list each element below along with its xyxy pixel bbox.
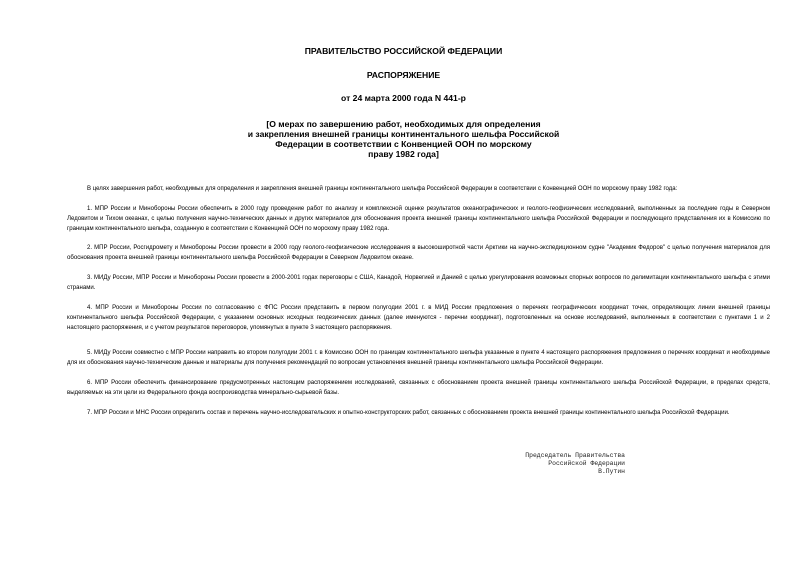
paragraph-3: 3. МИДу России, МПР России и Минобороны России провести в 2000-2001 годах переговоры с США, Канадой, Норвегией и Данией с целью урегулирования возможных спорных вопросов по делимитации континентального шельфа с этими странами. [67,275,770,291]
title-line: и закрепления внешней границы континентального шельфа Российской [247,129,560,139]
signature-country: Российской Федерации [548,460,625,467]
paragraph-2: 2. МПР России, Росгидромету и Минобороны России провести в 2000 году геолого-геофизические исследования в высокоширотной части Арктики на научно-экспедиционном судне "Академик Федоров" с целью получения материалов для обоснования проекта внешней границы континентального шельфа Российской Федерации в Северном Ледовитом океане. [67,245,770,261]
intro-paragraph: В целях завершения работ, необходимых для определения и закрепления внешней границы континентального шельфа Российской Федерации в соответствии с Конвенцией ООН по морскому праву 1982 года: [87,186,678,192]
paragraph-5: 5. МИДу России совместно с МПР России направить во втором полугодии 2001 г. в Комиссию ООН по границам континентального шельфа указанные в пункте 4 настоящего распоряжения предложения о перечнях координат и необходимые для их обоснования научно-технические данные и материалы для получения рекомендаций по вопросам установления внешней границы континентального шельфа Российской Федерации. [67,350,770,366]
paragraph-4: 4. МПР России и Минобороны России по согласованию с ФПС России представить в первом полугодии 2001 г. в МИД России предложения о перечнях географических координат точек, определяющих линии внешней границы континентального шельфа Российской Федерации, с указанием основных исходных геодезических данных (далее именуются - перечни координат), подготовленных на основе исследований, выполненных в соответствии с пунктами 1 и 2 настоящего распоряжения, и с учетом результатов переговоров, упомянутых в пункте 3 настоящего распоряжения. [67,305,770,331]
paragraph-7: 7. МПР России и МНС России определить состав и перечень научно-исследовательских и опытно-конструкторских работ, связанных с обоснованием проекта внешней границы континентального шельфа Российской Федерации. [87,410,730,416]
date-number-heading: от 24 марта 2000 года N 441-р [341,93,466,103]
paragraph-6: 6. МПР России обеспечить финансирование предусмотренных настоящим распоряжением исследований, связанных с обоснованием проекта внешней границы континентального шельфа Российской Федерации, в пределах средств, выделяемых на эти цели из Федерального фонда воспроизводства минерально-сырьевой базы. [67,380,770,396]
document-type-heading: РАСПОРЯЖЕНИЕ [366,70,441,80]
document-title [0,119,807,159]
paragraph-1: 1. МПР России и Минобороны России обеспечить в 2000 году проведение работ по анализу и комплексной оценке результатов океанографических и геолого-геофизических исследований, выполненных за последние годы в Северном Ледовитом и Тихом океанах, с целью получения научно-технических данных и других материалов для обоснования проекта внешней границы континентального шельфа Российской Федерации и последующего представления их в Комиссию по границам континентального шельфа, созданную в соответствии с Конвенцией ООН по морскому праву 1982 года. [67,206,770,232]
title-line: [О мерах по завершению работ, необходимых для определения [266,119,541,129]
signature-position: Председатель Правительства [525,452,625,459]
government-heading: ПРАВИТЕЛЬСТВО РОССИЙСКОЙ ФЕДЕРАЦИИ [304,46,503,56]
title-line: праву 1982 года] [368,149,439,159]
signature-block [460,452,625,476]
title-line: Федерации в соответствии с Конвенцией ООН по морскому [275,139,532,149]
signature-name: В.Путин [598,468,625,475]
